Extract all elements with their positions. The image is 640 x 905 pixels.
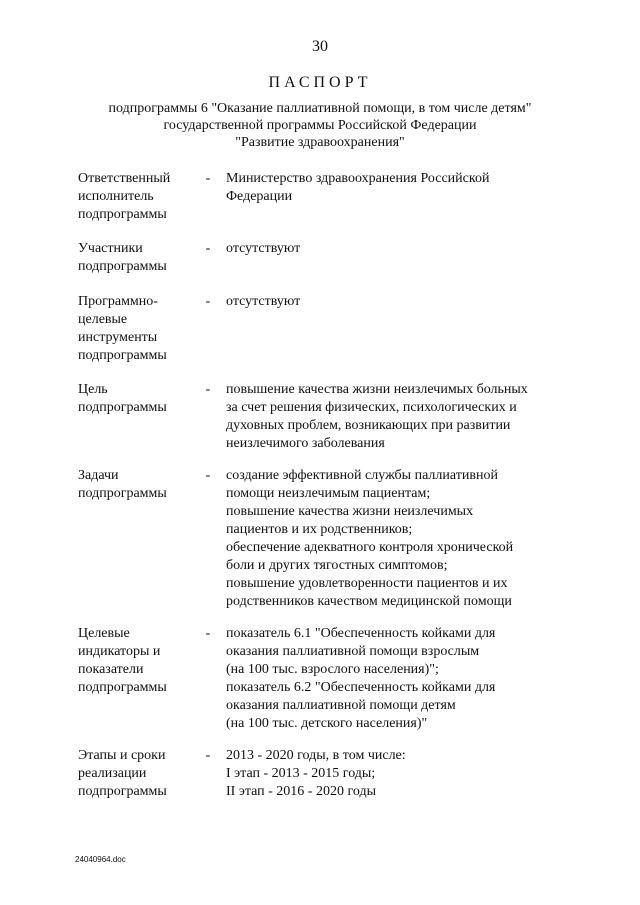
passport-row-participants — [78, 240, 578, 293]
row-label: Цель подпрограммы — [78, 382, 167, 415]
row-dash: - — [205, 382, 211, 397]
row-dash: - — [205, 748, 211, 763]
passport-row-tasks — [78, 467, 578, 625]
document-subtitle — [0, 100, 640, 151]
passport-table — [78, 170, 578, 807]
row-value: повышение качества жизни неизлечимых больных за счет решения физических, психологических и духовных проблем, возникающих при развитии неизлечимого заболевания — [226, 382, 528, 451]
subtitle-line: "Развитие здравоохранения" — [235, 135, 405, 150]
passport-row-indicators — [78, 625, 578, 747]
row-value: 2013 - 2020 годы, в том числе: I этап - 2013 - 2015 годы; II этап - 2016 - 2020 годы — [226, 748, 406, 799]
footer-filename: 24040964.doc — [75, 855, 126, 864]
row-value: показатель 6.1 "Обеспеченность койками для оказания паллиативной помощи взрослым (на 100 тыс. взрослого населения)"; показатель 6.2 "Обеспеченность койками для оказания паллиативной помощи детям (на 100 тыс. детского населения)" — [226, 626, 496, 731]
passport-row-stages — [78, 747, 578, 807]
row-label: Программно- целевые инструменты подпрограммы — [78, 294, 167, 363]
row-dash: - — [205, 171, 211, 186]
row-dash: - — [205, 241, 211, 256]
row-dash: - — [205, 294, 211, 309]
page-number: 30 — [312, 38, 328, 55]
document-title: ПАСПОРТ — [268, 74, 372, 91]
passport-row-instruments — [78, 293, 578, 381]
subtitle-line: государственной программы Российской Федерации — [163, 118, 477, 133]
row-value: Министерство здравоохранения Российской Федерации — [226, 171, 490, 204]
passport-row-responsible — [78, 170, 578, 240]
passport-row-goal — [78, 381, 578, 467]
row-dash: - — [205, 468, 211, 483]
row-value: отсутствуют — [226, 241, 301, 256]
row-label: Ответственный исполнитель подпрограммы — [78, 171, 171, 222]
subtitle-line: подпрограммы 6 "Оказание паллиативной помощи, в том числе детям" — [108, 101, 532, 116]
row-value: создание эффективной службы паллиативной помощи неизлечимым пациентам; повышение качества жизни неизлечимых пациентов и их родственников; обеспечение адекватного контроля хронической боли и других тягостных симптомов; повышение удовлетворенности пациентов и их родственников качеством медицинской помощи — [226, 468, 514, 609]
row-label: Этапы и сроки реализации подпрограммы — [78, 748, 167, 799]
row-label: Участники подпрограммы — [78, 241, 167, 274]
row-value: отсутствуют — [226, 294, 301, 309]
row-label: Целевые индикаторы и показатели подпрограммы — [78, 626, 167, 695]
row-label: Задачи подпрограммы — [78, 468, 167, 501]
row-dash: - — [205, 626, 211, 641]
